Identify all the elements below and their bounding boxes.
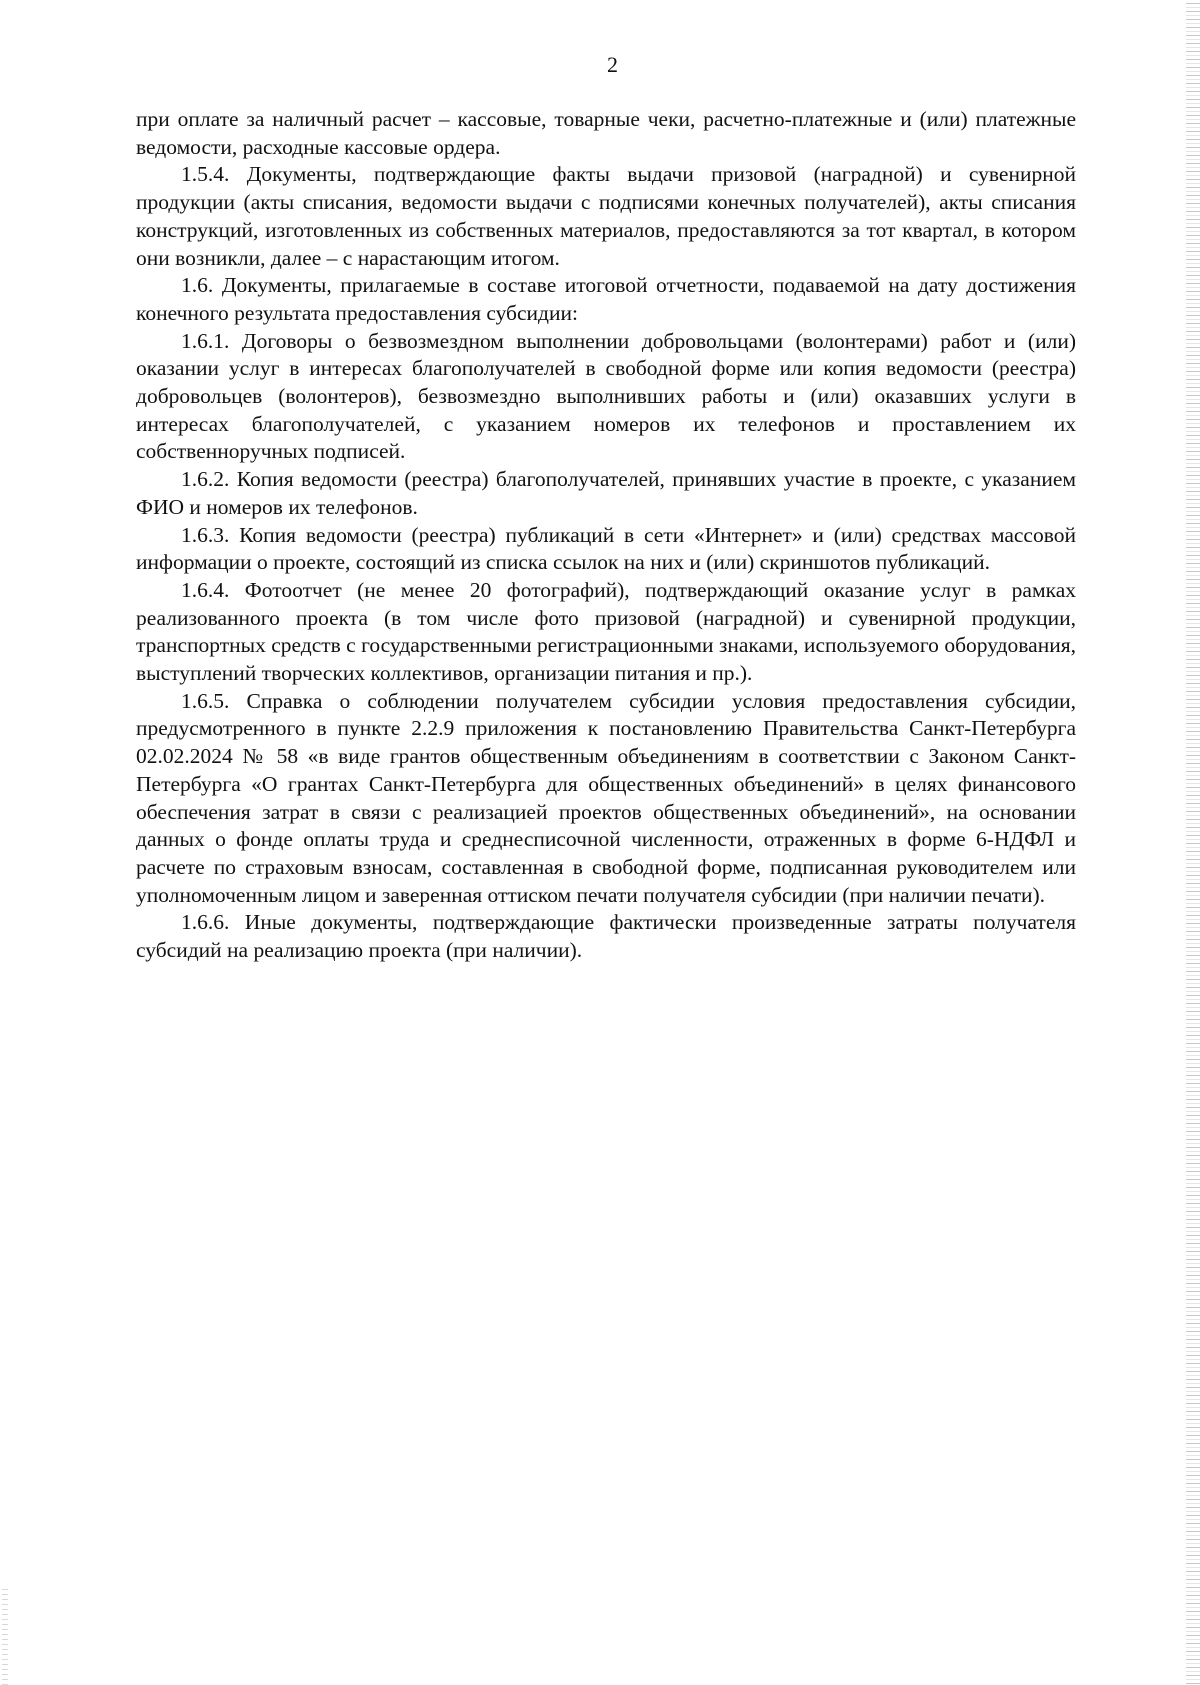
paragraph-1-6-4: 1.6.4. Фотоотчет (не менее 20 фотографий), подтверждающий оказание услуг в рамках реализованного проекта (в том числе фото призовой (наградной) и сувенирной продукции, транспортных средств с государственными регистрационными знаками, используемого оборудования, выступлений творческих коллективов, организации питания и пр.). xyxy=(136,577,1076,686)
paragraph-cash-payment: при оплате за наличный расчет – кассовые, товарные чеки, расчетно-платежные и (или) платежные ведомости, расходные кассовые ордера. xyxy=(136,107,1076,159)
document-body xyxy=(136,106,1076,965)
paragraph-1-6-1: 1.6.1. Договоры о безвозмездном выполнении добровольцами (волонтерами) работ и (или) оказании услуг в интересах благополучателей в свободной форме или копия ведомости (реестра) добровольцев (волонтеров), безвозмездно выполнивших работы и (или) оказавших услуги в интересах благополучателей, с указанием номеров их телефонов и проставлением их собственноручных подписей. xyxy=(136,328,1076,464)
paragraph-1-6-3: 1.6.3. Копия ведомости (реестра) публикаций в сети «Интернет» и (или) средствах массовой информации о проекте, состоящий из списка ссылок на них и (или) скриншотов публикаций. xyxy=(136,522,1076,575)
paragraph-1-5-4: 1.5.4. Документы, подтверждающие факты выдачи призовой (наградной) и сувенирной продукции (акты списания, ведомости выдачи с подписями конечных получателей), акты списания конструкций, изготовленных из собственных материалов, предоставляются за тот квартал, в котором они возникли, далее – с нарастающим итогом. xyxy=(136,162,1076,270)
page-number: 2 xyxy=(607,52,618,77)
scan-edge-artifact xyxy=(2,1585,8,1685)
paragraph-1-6-2: 1.6.2. Копия ведомости (реестра) благополучателей, принявших участие в проекте, с указанием ФИО и номеров их телефонов. xyxy=(136,467,1076,519)
paragraph-1-6-6: 1.6.6. Иные документы, подтверждающие фактически произведенные затраты получателя субсидий на реализацию проекта (при наличии). xyxy=(136,910,1076,963)
scan-edge-artifact xyxy=(1186,0,1200,1685)
paragraph-1-6-5: 1.6.5. Справка о соблюдении получателем субсидии условия предоставления субсидии, предусмотренного в пункте 2.2.9 приложения к постановлению Правительства Санкт-Петербурга 02.02.2024 № 58 «в виде грантов общественным объединениям в соответствии с Законом Санкт-Петербурга «О грантах Санкт-Петербурга для общественных объединений» в целях финансового обеспечения затрат в связи с реализацией проектов общественных объединений», на основании данных о фонде оплаты труда и среднесписочной численности, отраженных в форме 6-НДФЛ и расчете по страховым взносам, составленная в свободной форме, подписанная руководителем или уполномоченным лицом и заверенная оттиском печати получателя субсидии (при наличии печати). xyxy=(136,688,1076,907)
paragraph-1-6: 1.6. Документы, прилагаемые в составе итоговой отчетности, подаваемой на дату достижения конечного результата предоставления субсидии: xyxy=(136,273,1076,325)
